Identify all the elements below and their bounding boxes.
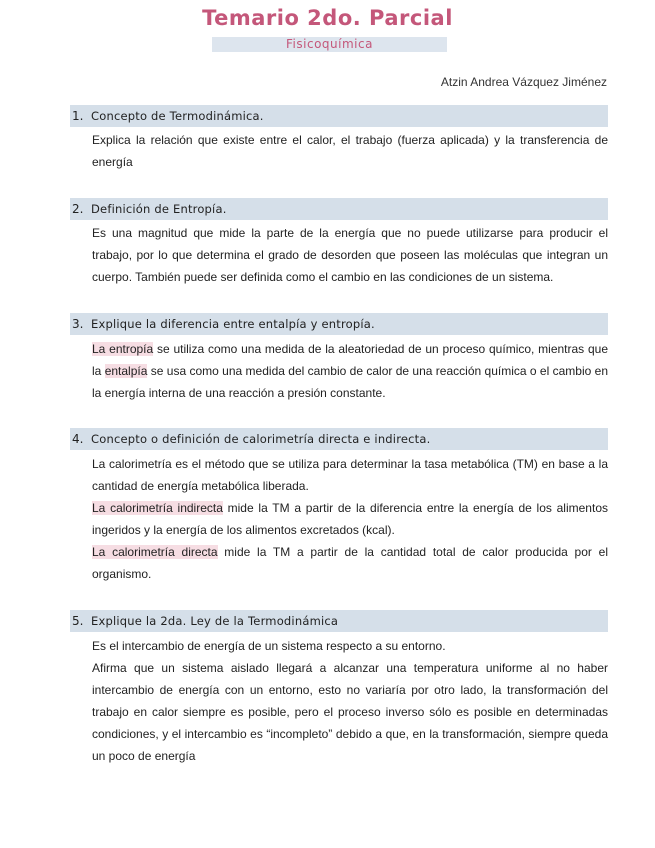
highlighted-term: La calorimetría indirecta <box>92 501 223 515</box>
question-number: 5. <box>72 614 84 628</box>
question-text: Concepto o definición de calorimetría directa e indirecta. <box>91 432 431 446</box>
question-1-answer <box>92 129 608 173</box>
answer-text: se utiliza como una medida de la aleatoriedad de un proceso químico, mientras que la <box>92 342 609 378</box>
question-2-header <box>70 198 608 220</box>
author-name: Atzin Andrea Vázquez Jiménez <box>440 75 607 89</box>
answer-text: mide la TM a partir de la diferencia entre la energía de los alimentos ingeridos y la energía de los alimentos excretados (kcal). <box>92 501 608 537</box>
question-5-header <box>70 610 608 632</box>
question-number: 3. <box>72 317 84 331</box>
question-text: Definición de Entropía. <box>91 202 227 216</box>
highlighted-term: entalpía <box>104 364 148 378</box>
question-text: Explique la diferencia entre entalpía y entropía. <box>91 317 375 331</box>
question-number: 4. <box>72 432 84 446</box>
question-text: Explique la 2da. Ley de la Termodinámica <box>91 614 339 628</box>
highlighted-term: La entropía <box>92 342 154 356</box>
answer-text: se usa como una medida del cambio de calor de una reacción química o el cambio en la energía interna de una reacción a presión constante. <box>92 364 608 400</box>
answer-paragraph <box>92 338 608 404</box>
question-number: 2. <box>72 202 84 216</box>
question-3-header <box>70 313 608 335</box>
answer-paragraph: Explica la relación que existe entre el calor, el trabajo (fuerza aplicada) y la transferencia de energía <box>92 133 608 169</box>
answer-paragraph: Es el intercambio de energía de un sistema respecto a su entorno. <box>92 639 446 653</box>
answer-paragraph <box>92 541 608 585</box>
answer-paragraph: Afirma que un sistema aislado llegará a alcanzar una temperatura uniforme al no haber intercambio de energía con un entorno, esto no variaría por otro lado, la transformación del trabajo en calor siempre es posible, pero el proceso inverso sólo es posible en determinadas condiciones, y el intercambio es “incompleto” debido a que, en la transformación, siempre queda un poco de energía <box>92 661 608 763</box>
question-4-answer <box>92 453 608 585</box>
question-number: 1. <box>72 109 84 123</box>
page-title: Temario 2do. Parcial <box>202 6 453 30</box>
question-1-header <box>70 105 608 127</box>
answer-paragraph: Es una magnitud que mide la parte de la energía que no puede utilizarse para producir el trabajo, por lo que determina el grado de desorden que poseen las moléculas que integran un cuerpo. También puede ser definida como el cambio en las condiciones de un sistema. <box>92 226 608 284</box>
question-2-answer <box>92 222 608 288</box>
answer-paragraph: La calorimetría es el método que se utiliza para determinar la tasa metabólica (TM) en base a la cantidad de energía metabólica liberada. <box>92 457 608 493</box>
answer-paragraph <box>92 497 608 541</box>
question-text: Concepto de Termodinámica. <box>91 109 264 123</box>
question-5-answer <box>92 635 608 767</box>
question-3-answer <box>92 338 608 404</box>
answer-text: mide la TM a partir de la cantidad total de calor producida por el organismo. <box>92 545 608 581</box>
highlighted-term: La calorimetría directa <box>92 545 218 559</box>
page-subtitle: Fisicoquímica <box>286 37 373 51</box>
question-4-header <box>70 428 608 450</box>
